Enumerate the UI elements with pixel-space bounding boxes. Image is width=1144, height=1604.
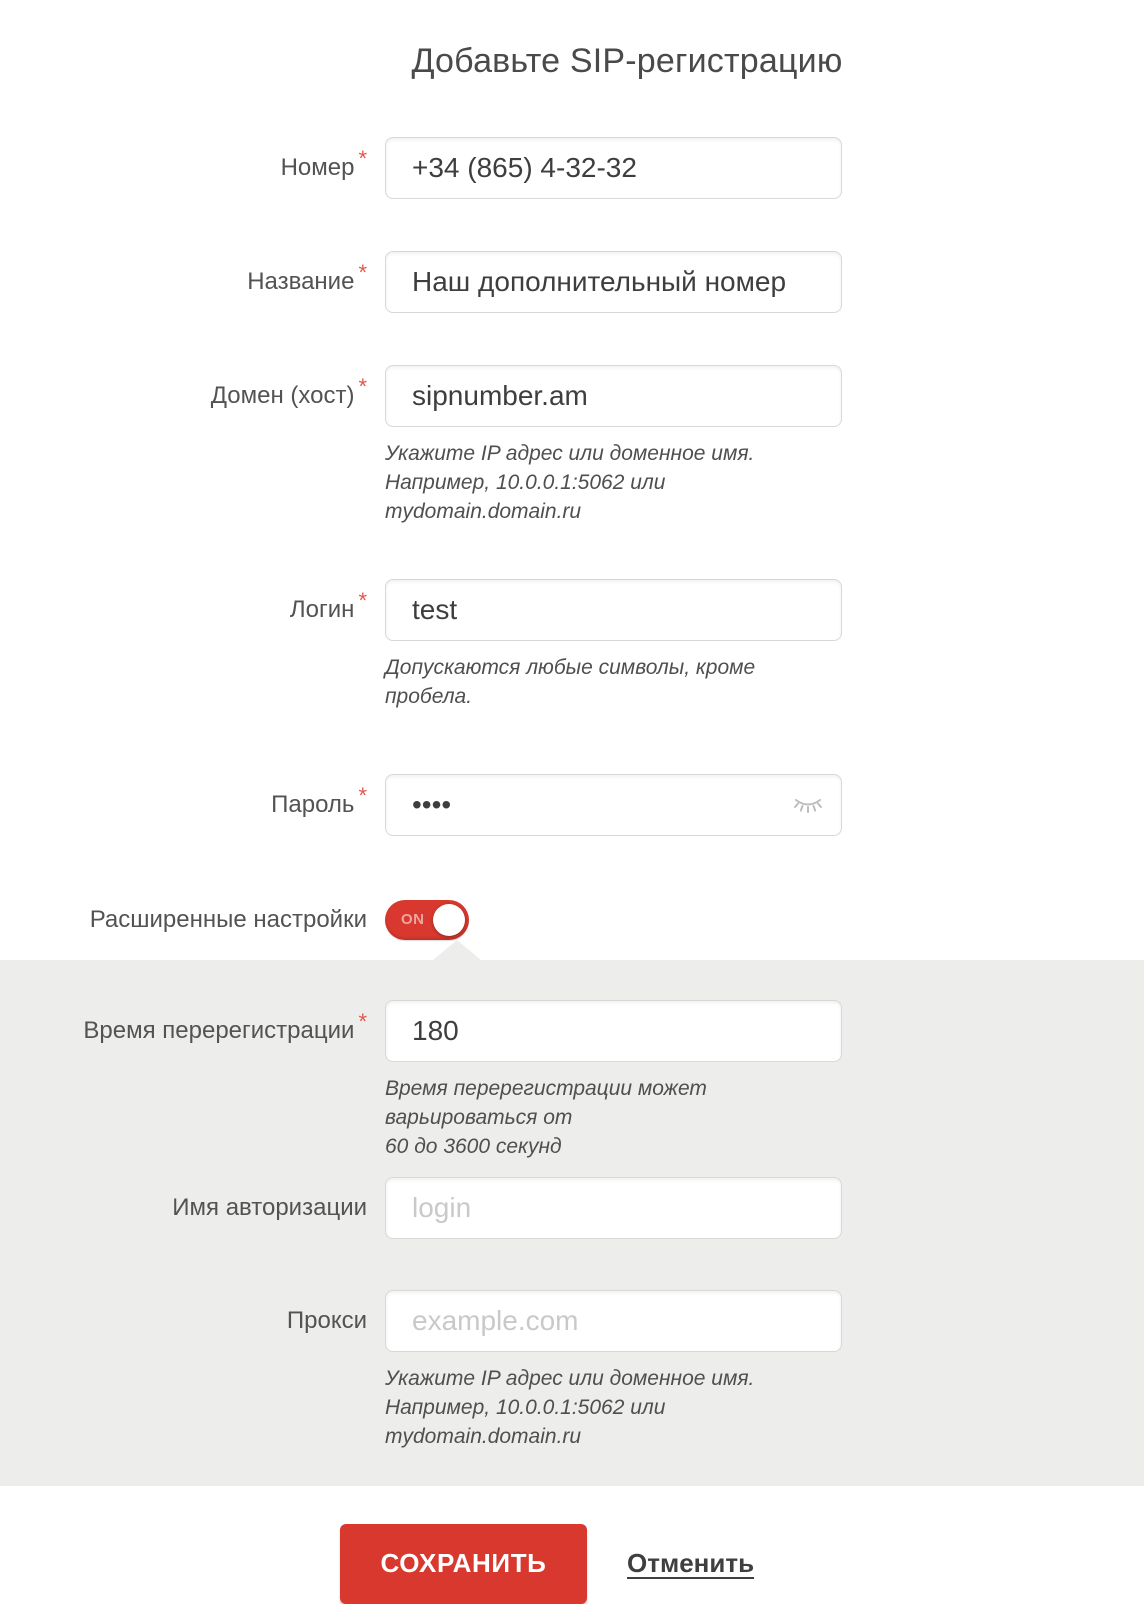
domain-hint: Укажите IP адрес или доменное имя. Например, 10.0.0.1:5062 или mydomain.domain.ru <box>385 442 755 523</box>
toggle-knob <box>433 904 465 936</box>
page-title: Добавьте SIP-регистрацию <box>411 42 843 80</box>
advanced-settings-toggle[interactable] <box>385 900 469 940</box>
advanced-settings-row <box>0 900 1144 940</box>
auth-name-input[interactable] <box>385 1177 842 1239</box>
login-hint: Допускаются любые символы, кроме пробела. <box>385 655 756 708</box>
proxy-row <box>0 1290 1144 1452</box>
password-input[interactable] <box>385 774 842 836</box>
domain-input[interactable] <box>385 365 842 427</box>
name-input[interactable] <box>385 251 842 313</box>
required-marker: * <box>358 374 367 399</box>
reregistration-input[interactable] <box>385 1000 842 1062</box>
advanced-settings-label: Расширенные настройки <box>89 905 367 933</box>
auth-name-row <box>0 1177 1144 1239</box>
number-label: Номер * <box>280 146 367 181</box>
domain-label: Домен (хост) * <box>210 374 367 409</box>
form-actions <box>340 1524 1144 1604</box>
reregistration-label: Время перерегистрации * <box>83 1008 367 1044</box>
login-label: Логин * <box>289 587 367 623</box>
proxy-label: Прокси <box>286 1306 367 1334</box>
required-marker: * <box>358 782 367 808</box>
login-input[interactable] <box>385 579 842 641</box>
closed-eye-icon[interactable] <box>790 789 826 821</box>
auth-name-label: Имя авторизации <box>172 1193 367 1221</box>
name-row <box>0 251 1144 313</box>
required-marker: * <box>358 146 367 171</box>
number-row <box>0 137 1144 199</box>
required-marker: * <box>358 260 367 285</box>
password-label: Пароль * <box>271 782 367 818</box>
proxy-hint: Укажите IP адрес или доменное имя. Например, 10.0.0.1:5062 или mydomain.domain.ru <box>385 1366 755 1448</box>
save-button[interactable]: СОХРАНИТЬ <box>340 1524 587 1604</box>
required-marker: * <box>358 587 367 613</box>
name-label: Название * <box>247 260 367 295</box>
proxy-input[interactable] <box>385 1290 842 1352</box>
password-row <box>0 774 1144 836</box>
required-marker: * <box>358 1008 367 1034</box>
sip-registration-form <box>0 137 1144 1604</box>
reregistration-row <box>0 1000 1144 1162</box>
domain-row <box>0 365 1144 527</box>
number-input[interactable] <box>385 137 842 199</box>
advanced-settings-panel <box>0 960 1144 1486</box>
reregistration-hint: Время перерегистрации может варьироваться от 60 до 3600 секунд <box>385 1076 707 1158</box>
toggle-on-label: ON <box>401 910 425 928</box>
cancel-link[interactable]: Отменить <box>627 1548 755 1579</box>
login-row <box>0 579 1144 712</box>
